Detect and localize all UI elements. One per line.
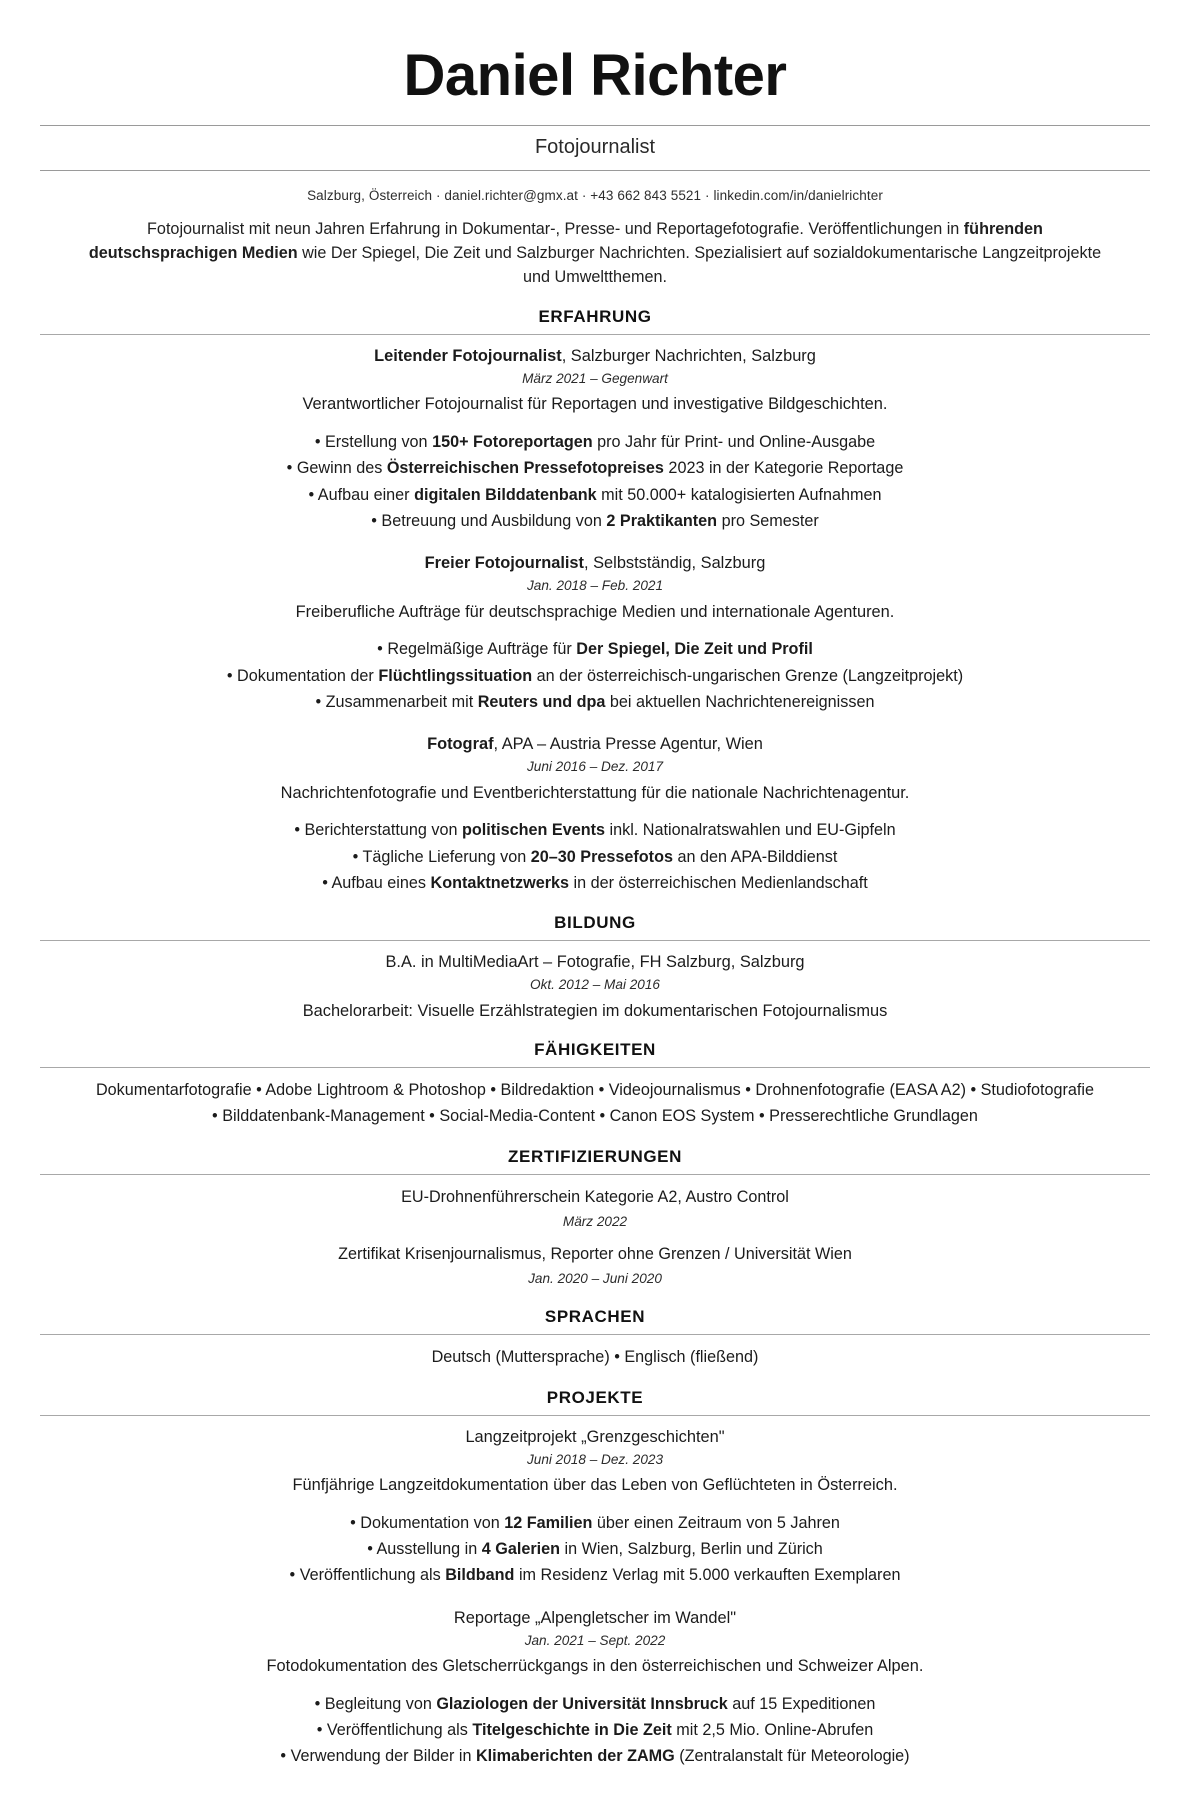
bullet-item	[40, 1536, 1150, 1562]
plain-text: • Begleitung von	[314, 1695, 437, 1713]
entry-description: Fotodokumentation des Gletscherrückgangs in den österreichischen und Schweizer Alpen.	[266, 1657, 924, 1676]
emphasis-text: Bildband	[445, 1566, 515, 1585]
entry-description: Bachelorarbeit: Visuelle Erzählstrategien im dokumentarischen Fotojournalismus	[302, 1001, 888, 1020]
entry-title	[40, 1426, 1150, 1449]
emphasis-text: digitalen Bilddatenbank	[414, 485, 597, 504]
certification-name: Zertifikat Krisenjournalismus, Reporter ohne Grenzen / Universität Wien	[338, 1245, 852, 1264]
experience-entry	[40, 951, 1150, 1023]
plain-text: • Berichterstattung von	[294, 821, 462, 840]
page-title: Daniel Richter	[403, 43, 787, 108]
section-bildung	[40, 913, 1150, 1023]
section-heading: FÄHIGKEITEN	[534, 1040, 656, 1060]
entry-title	[40, 345, 1150, 368]
entry-description: Fünfjährige Langzeitdokumentation über das Leben von Geflüchteten in Österreich.	[292, 1476, 898, 1495]
entry-role: Fotograf	[427, 735, 494, 754]
entry-organization: Langzeitprojekt „Grenzgeschichten"	[465, 1427, 725, 1446]
plain-text: • Zusammenarbeit mit	[315, 692, 478, 711]
section-heading: ZERTIFIZIERUNGEN	[508, 1147, 682, 1167]
bullet-item	[40, 844, 1150, 870]
plain-text: inkl. Nationalratswahlen und EU-Gipfeln	[605, 821, 896, 840]
emphasis-text: Der Spiegel, Die Zeit und Profil	[576, 640, 813, 659]
plain-text: (Zentralanstalt für Meteorologie)	[674, 1747, 910, 1766]
entry-bullet-list	[40, 429, 1150, 534]
entry-date-range: März 2021 – Gegenwart	[522, 371, 668, 387]
section-body	[40, 1175, 1150, 1290]
entry-description: Verantwortlicher Fotojournalist für Reportagen und investigative Bildgeschichten.	[302, 395, 888, 414]
bullet-item	[40, 817, 1150, 843]
plain-text: • Betreuung und Ausbildung von	[371, 511, 607, 530]
plain-text: in Wien, Salzburg, Berlin und Zürich	[560, 1540, 823, 1559]
emphasis-text: Reuters und dpa	[477, 692, 606, 711]
plain-text: auf 15 Expeditionen	[727, 1695, 876, 1713]
emphasis-text: Flüchtlingssituation	[378, 666, 533, 685]
skills-line: • Bilddatenbank-Management • Social-Media-Content • Canon EOS System • Presserechtliche Grundlagen	[212, 1107, 978, 1126]
plain-text: • Ausstellung in	[367, 1540, 482, 1559]
entry-organization: , APA – Austria Presse Agentur, Wien	[493, 735, 763, 754]
plain-text: in der österreichischen Medienlandschaft	[569, 873, 868, 892]
plain-text: • Dokumentation der	[226, 666, 379, 685]
entry-title	[40, 733, 1150, 756]
plain-text: • Aufbau einer	[308, 485, 415, 504]
emphasis-text: führenden deutschsprachigen Medien	[88, 219, 1043, 263]
professional-summary	[84, 217, 1106, 290]
entry-bullet-list	[40, 1691, 1150, 1770]
entry-title	[40, 552, 1150, 575]
experience-entry	[40, 1607, 1150, 1770]
entry-bullet-list	[40, 636, 1150, 715]
entry-bullet-list	[40, 1510, 1150, 1589]
section-zertifizierungen	[40, 1147, 1150, 1290]
plain-text: bei aktuellen Nachrichtenereignissen	[605, 692, 875, 711]
plain-text: • Regelmäßige Aufträge für	[377, 640, 577, 659]
plain-text: • Veröffentlichung als	[316, 1721, 473, 1740]
section-heading: BILDUNG	[554, 913, 636, 933]
emphasis-text: Titelgeschichte in Die Zeit	[472, 1721, 672, 1740]
contact-line: Salzburg, Österreich · daniel.richter@gmx.at · +43 662 843 5521 · linkedin.com/in/danielrichter	[307, 187, 883, 203]
certification-item	[40, 1242, 1150, 1289]
section-projekte	[40, 1388, 1150, 1770]
section-body	[40, 941, 1150, 1023]
entry-date-range: Jan. 2021 – Sept. 2022	[524, 1633, 666, 1648]
experience-entry	[40, 1426, 1150, 1589]
bullet-item	[40, 1743, 1150, 1769]
section-body	[40, 1335, 1150, 1371]
entry-bullet-list	[40, 817, 1150, 896]
plain-text: • Dokumentation von	[350, 1514, 505, 1532]
bullet-item	[40, 1562, 1150, 1588]
bullet-item	[40, 508, 1150, 534]
plain-text: 2023 in der Kategorie Reportage	[663, 459, 904, 478]
bullet-item	[40, 1510, 1150, 1536]
certification-date: März 2022	[562, 1214, 628, 1230]
entry-description: Freiberufliche Aufträge für deutschsprachige Medien und internationale Agenturen.	[295, 602, 895, 621]
skills-line: Dokumentarfotografie • Adobe Lightroom & Photoshop • Bildredaktion • Videojournalismus • Drohnenfotografie (EASA A2) • Studiofotografie	[95, 1081, 1095, 1100]
entry-date-range: Jan. 2018 – Feb. 2021	[526, 578, 664, 594]
sections-container	[40, 307, 1150, 1770]
bullet-item	[40, 689, 1150, 715]
plain-text: an der österreichisch-ungarischen Grenze (Langzeitprojekt)	[532, 666, 964, 685]
plain-text: im Residenz Verlag mit 5.000 verkauften Exemplaren	[514, 1566, 901, 1585]
plain-text: wie Der Spiegel, Die Zeit und Salzburger Nachrichten. Spezialisiert auf sozialdokumentarische Langzeitprojekte und Umweltthemen.	[297, 244, 1102, 287]
bullet-item	[40, 870, 1150, 896]
bullet-item	[40, 482, 1150, 508]
section-body	[40, 1416, 1150, 1770]
section-heading: ERFAHRUNG	[538, 306, 652, 326]
emphasis-text: Österreichischen Pressefotopreises	[386, 459, 664, 478]
plain-text: mit 50.000+ katalogisierten Aufnahmen	[596, 485, 882, 504]
plain-text: • Aufbau eines	[322, 873, 431, 892]
entry-organization: , Selbstständig, Salzburg	[584, 554, 766, 573]
plain-text: pro Semester	[717, 511, 819, 530]
section-heading: SPRACHEN	[544, 1306, 646, 1326]
plain-text: über einen Zeitraum von 5 Jahren	[592, 1514, 840, 1532]
section-body	[40, 335, 1150, 896]
certification-item	[40, 1185, 1150, 1232]
emphasis-text: 150+ Fotoreportagen	[432, 433, 593, 452]
plain-text: an den APA-Bilddienst	[672, 847, 838, 866]
emphasis-text: 12 Familien	[504, 1514, 593, 1532]
emphasis-text: Kontaktnetzwerks	[430, 873, 570, 892]
bullet-item	[40, 1717, 1150, 1743]
experience-entry	[40, 552, 1150, 715]
bullet-item	[40, 636, 1150, 662]
emphasis-text: Glaziologen der Universität Innsbruck	[436, 1695, 728, 1713]
plain-text: • Veröffentlichung als	[289, 1566, 446, 1585]
job-title-subheading: Fotojournalist	[534, 135, 656, 158]
entry-organization: B.A. in MultiMediaArt – Fotografie, FH Salzburg, Salzburg	[385, 953, 805, 972]
bullet-item	[40, 1691, 1150, 1717]
plain-text: • Tägliche Lieferung von	[352, 847, 531, 866]
languages-line: Deutsch (Muttersprache) • Englisch (fließend)	[431, 1347, 759, 1366]
experience-entry	[40, 733, 1150, 896]
entry-description: Nachrichtenfotografie und Eventberichterstattung für die nationale Nachrichtenagentur.	[280, 783, 910, 802]
bullet-item	[40, 455, 1150, 481]
entry-organization: Reportage „Alpengletscher im Wandel"	[453, 1608, 737, 1627]
plain-text: mit 2,5 Mio. Online-Abrufen	[671, 1721, 874, 1740]
section-heading: PROJEKTE	[546, 1387, 644, 1407]
plain-text: • Erstellung von	[314, 433, 433, 452]
entry-role: Leitender Fotojournalist	[374, 346, 562, 365]
entry-organization: , Salzburger Nachrichten, Salzburg	[561, 346, 816, 365]
experience-entry	[40, 345, 1150, 534]
entry-title	[40, 951, 1150, 974]
certification-name: EU-Drohnenführerschein Kategorie A2, Austro Control	[401, 1188, 789, 1207]
entry-date-range: Juni 2016 – Dez. 2017	[526, 759, 664, 775]
plain-text: Fotojournalist mit neun Jahren Erfahrung in Dokumentar-, Presse- und Reportagefotografie. Veröffentlichungen in	[147, 219, 964, 238]
entry-date-range: Juni 2018 – Dez. 2023	[526, 1452, 664, 1467]
emphasis-text: 2 Praktikanten	[606, 511, 718, 530]
bullet-item	[40, 663, 1150, 689]
bullet-item	[40, 429, 1150, 455]
emphasis-text: 20–30 Pressefotos	[530, 847, 673, 866]
certification-date: Jan. 2020 – Juni 2020	[528, 1271, 662, 1287]
emphasis-text: politischen Events	[461, 821, 606, 840]
plain-text: • Verwendung der Bilder in	[280, 1747, 476, 1766]
section-sprachen	[40, 1307, 1150, 1371]
entry-date-range: Okt. 2012 – Mai 2016	[530, 977, 660, 993]
plain-text: pro Jahr für Print- und Online-Ausgabe	[592, 433, 876, 452]
plain-text: • Gewinn des	[286, 459, 387, 478]
entry-title	[40, 1607, 1150, 1630]
entry-role: Freier Fotojournalist	[424, 554, 585, 573]
emphasis-text: 4 Galerien	[481, 1540, 561, 1559]
emphasis-text: Klimaberichten der ZAMG	[475, 1747, 675, 1766]
section-faehigkeiten	[40, 1040, 1150, 1130]
section-body	[40, 1068, 1150, 1130]
section-erfahrung	[40, 307, 1150, 896]
